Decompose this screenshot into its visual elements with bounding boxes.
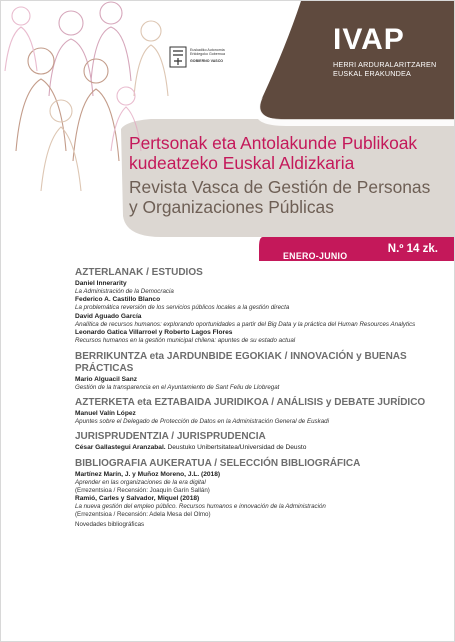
toc-entry: [75, 280, 445, 295]
title-basque-line1: Pertsonak eta Antolakunde Publikoak: [129, 133, 418, 153]
coat-of-arms-icon: [169, 46, 187, 68]
ivap-logo: IVAP: [333, 23, 405, 56]
gov-label-line2: Erkidegoko Gobernua: [190, 52, 225, 56]
entry-title: La nueva gestión del empleo público. Recursos humanos e innovación de la Administración: [75, 503, 326, 511]
brand-subtitle-2: EUSKAL ERAKUNDEA: [333, 68, 412, 78]
issue-year: 2018: [402, 262, 438, 279]
entry-author: César Gallastegui Aranzabal.: [75, 444, 166, 452]
entry-title: Apuntes sobre el Delegado de Protección de Datos en la Administración General de Euskadi: [75, 418, 329, 426]
journal-titles: [129, 133, 449, 217]
entry-author: Daniel Innerarity: [75, 280, 127, 287]
entry-author: Ramió, Carles y Salvador, Miquel (2018): [75, 495, 200, 503]
entry-author: Mario Alguacil Sanz: [75, 375, 138, 383]
entry-author: Federico A. Castillo Blanco: [75, 296, 161, 304]
entry-author: David Aguado García: [75, 312, 142, 320]
toc-entry: [75, 471, 445, 494]
ivap-brand: [333, 25, 443, 78]
entry-title: La problemática reversión de los servicios públicos locales a la gestión directa: [75, 304, 290, 312]
section-jurisprudencia: [75, 431, 445, 452]
section-heading: AZTERKETA eta EZTABAIDA JURIDIKOA / ANÁLISIS y DEBATE JURÍDICO: [75, 397, 426, 409]
entry-author: Manuel Valín López: [75, 410, 136, 418]
entry-author: Martínez Marín, J. y Muñoz Moreno, J.L. (2018): [75, 471, 221, 479]
novedades-note: Novedades bibliográficas: [75, 521, 145, 529]
title-spanish-line2: y Organizaciones Públicas: [129, 197, 334, 217]
entry-title: Recursos humanos en la gestión municipal chilena: apuntes de su estado actual: [75, 337, 296, 345]
section-estudios: [75, 267, 445, 345]
entry-title: Analítica de recursos humanos: explorando oportunidades a partir del Big Data y la práctica del Human Resources Analytics: [75, 320, 416, 328]
table-of-contents: [75, 267, 445, 528]
toc-entry: [75, 444, 445, 452]
entry-affiliation: Deustuko Unibertsitatea/Universidad de Deusto: [167, 444, 307, 452]
section-bibliografia: [75, 458, 445, 528]
issue-number: N.º 14 zk.: [387, 243, 438, 255]
toc-entry: [75, 329, 445, 344]
toc-entry: [75, 410, 445, 425]
section-heading: BIBLIOGRAFIA AUKERATUA / SELECCIÓN BIBLIOGRÁFICA: [75, 458, 361, 470]
section-debate-juridico: [75, 397, 445, 425]
section-innovacion: [75, 351, 445, 391]
entry-author: Leonardo Gatica Villarroel y Roberto Lagos Flores: [75, 329, 233, 337]
government-logo: [169, 46, 239, 72]
entry-title: Gestión de la transparencia en el Ayuntamiento de Sant Feliu de Llobregat: [75, 383, 280, 391]
brand-subtitle-1: HERRI ARDURALARITZAREN: [333, 60, 437, 69]
entry-review-note: (Errezentsioa / Recensión: Joaquín Garín Sallán): [75, 486, 210, 494]
entry-review-note: (Errezentsioa / Recensión: Adela Mesa del Olmo): [75, 510, 211, 518]
entry-title: Aprender en las organizaciones de la era digital: [75, 479, 206, 487]
toc-entry: [75, 495, 445, 518]
toc-entry: [75, 376, 445, 391]
section-heading: BERRIKUNTZA eta JARDUNBIDE EGOKIAK / INNOVACIÓN y BUENAS PRÁCTICAS: [75, 350, 407, 374]
entry-title: La Administración de la Democracia: [75, 288, 174, 295]
toc-entry: [75, 313, 445, 328]
title-spanish-line1: Revista Vasca de Gestión de Personas: [129, 177, 431, 197]
section-heading: JURISPRUDENTZIA / JURISPRUDENCIA: [75, 431, 266, 443]
section-heading: AZTERLANAK / ESTUDIOS: [75, 267, 203, 278]
gov-label-line3: GOBIERNO VASCO: [190, 59, 224, 63]
title-basque-line2: kudeatzeko Euskal Aldizkaria: [129, 153, 355, 173]
issue-date-es: ENERO-JUNIO: [283, 251, 348, 261]
gov-label-line1: Euskadiko Autonomia: [190, 48, 225, 52]
toc-entry: [75, 296, 445, 311]
issue-date-eu: URTARRILA-EKAINA: [283, 262, 376, 272]
